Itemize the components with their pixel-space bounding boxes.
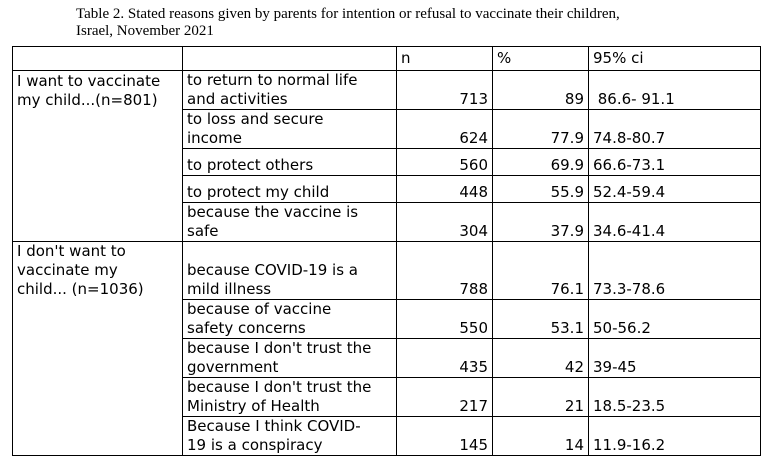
header-n: n (397, 47, 493, 71)
header-pct: % (493, 47, 589, 71)
table-row (13, 242, 761, 300)
group-spacer (13, 110, 183, 149)
pct-cell: 42 (493, 338, 589, 377)
ci-cell: 74.8-80.7 (589, 110, 761, 149)
ci-cell: 66.6-73.1 (589, 149, 761, 176)
ci-cell: 18.5-23.5 (589, 377, 761, 416)
reason-cell (183, 416, 397, 455)
table-row (13, 377, 761, 416)
ci-cell: 39-45 (589, 338, 761, 377)
n-cell: 435 (397, 338, 493, 377)
ci-cell: 34.6-41.4 (589, 203, 761, 242)
n-cell: 560 (397, 149, 493, 176)
n-cell: 145 (397, 416, 493, 455)
header-row (13, 47, 761, 71)
pct-cell: 69.9 (493, 149, 589, 176)
reason-line: because of vaccine (187, 299, 332, 318)
reason-line: because COVID-19 is a (187, 260, 358, 279)
table-row (13, 299, 761, 338)
pct-cell: 77.9 (493, 110, 589, 149)
table-row (13, 416, 761, 455)
pct-cell: 89 (493, 71, 589, 110)
reason-cell: to protect my child (183, 176, 397, 203)
pct-cell: 76.1 (493, 242, 589, 300)
group-spacer (13, 377, 183, 416)
pct-cell: 55.9 (493, 176, 589, 203)
table-row (13, 110, 761, 149)
table-row (13, 149, 761, 176)
table-row (13, 203, 761, 242)
group-label-dont-want (13, 242, 183, 300)
reason-line: safe (187, 222, 219, 240)
reason-line: government (187, 357, 279, 376)
reason-line: Ministry of Health (187, 396, 320, 415)
n-cell: 448 (397, 176, 493, 203)
group-spacer (13, 176, 183, 203)
n-cell: 713 (397, 71, 493, 110)
reasons-table (12, 46, 761, 456)
header-ci: 95% ci (589, 47, 761, 71)
pct-cell: 53.1 (493, 299, 589, 338)
n-cell: 304 (397, 203, 493, 242)
header-group (13, 47, 183, 71)
reason-line: to loss and secure (187, 110, 324, 128)
table-row (13, 71, 761, 110)
group-spacer (13, 299, 183, 338)
group-label-line: child... (n=1036) (17, 280, 144, 298)
group-label-line: I don't want to (17, 242, 126, 260)
group-spacer (13, 203, 183, 242)
n-cell: 624 (397, 110, 493, 149)
reason-line: because I don't trust the (187, 377, 372, 396)
group-label-want (13, 71, 183, 110)
group-label-line: I want to vaccinate (17, 71, 161, 90)
reason-cell (183, 110, 397, 149)
group-label-line: my child...(n=801) (17, 90, 158, 109)
group-spacer (13, 149, 183, 176)
ci-cell: 11.9-16.2 (589, 416, 761, 455)
group-spacer (13, 416, 183, 455)
reason-line: because I don't trust the (187, 338, 372, 357)
reason-line: safety concerns (187, 318, 306, 337)
reason-line: 19 is a conspiracy (187, 435, 323, 454)
group-label-line: vaccinate my (17, 261, 118, 279)
reason-line: to return to normal life (187, 71, 358, 89)
header-reason (183, 47, 397, 71)
n-cell: 217 (397, 377, 493, 416)
pct-cell: 21 (493, 377, 589, 416)
reason-cell (183, 299, 397, 338)
reason-line: Because I think COVID- (187, 416, 361, 435)
caption-line-1: Table 2. Stated reasons given by parents for intention or refusal to vaccinate their children, (76, 6, 620, 22)
reason-cell (183, 203, 397, 242)
table-row (13, 176, 761, 203)
reason-cell (183, 71, 397, 110)
reason-cell: to protect others (183, 149, 397, 176)
table-caption (76, 6, 756, 40)
n-cell: 788 (397, 242, 493, 300)
group-spacer (13, 338, 183, 377)
table-row (13, 338, 761, 377)
reason-cell (183, 377, 397, 416)
pct-cell: 14 (493, 416, 589, 455)
ci-cell: 86.6- 91.1 (589, 71, 761, 110)
reason-line: and activities (187, 90, 288, 108)
ci-cell: 73.3-78.6 (589, 242, 761, 300)
pct-cell: 37.9 (493, 203, 589, 242)
ci-cell: 52.4-59.4 (589, 176, 761, 203)
reason-line: because the vaccine is (187, 203, 359, 221)
ci-cell: 50-56.2 (589, 299, 761, 338)
reason-line: mild illness (187, 279, 272, 298)
reason-cell (183, 242, 397, 300)
reason-line: income (187, 129, 242, 147)
caption-line-2: Israel, November 2021 (76, 23, 214, 39)
reason-cell (183, 338, 397, 377)
n-cell: 550 (397, 299, 493, 338)
